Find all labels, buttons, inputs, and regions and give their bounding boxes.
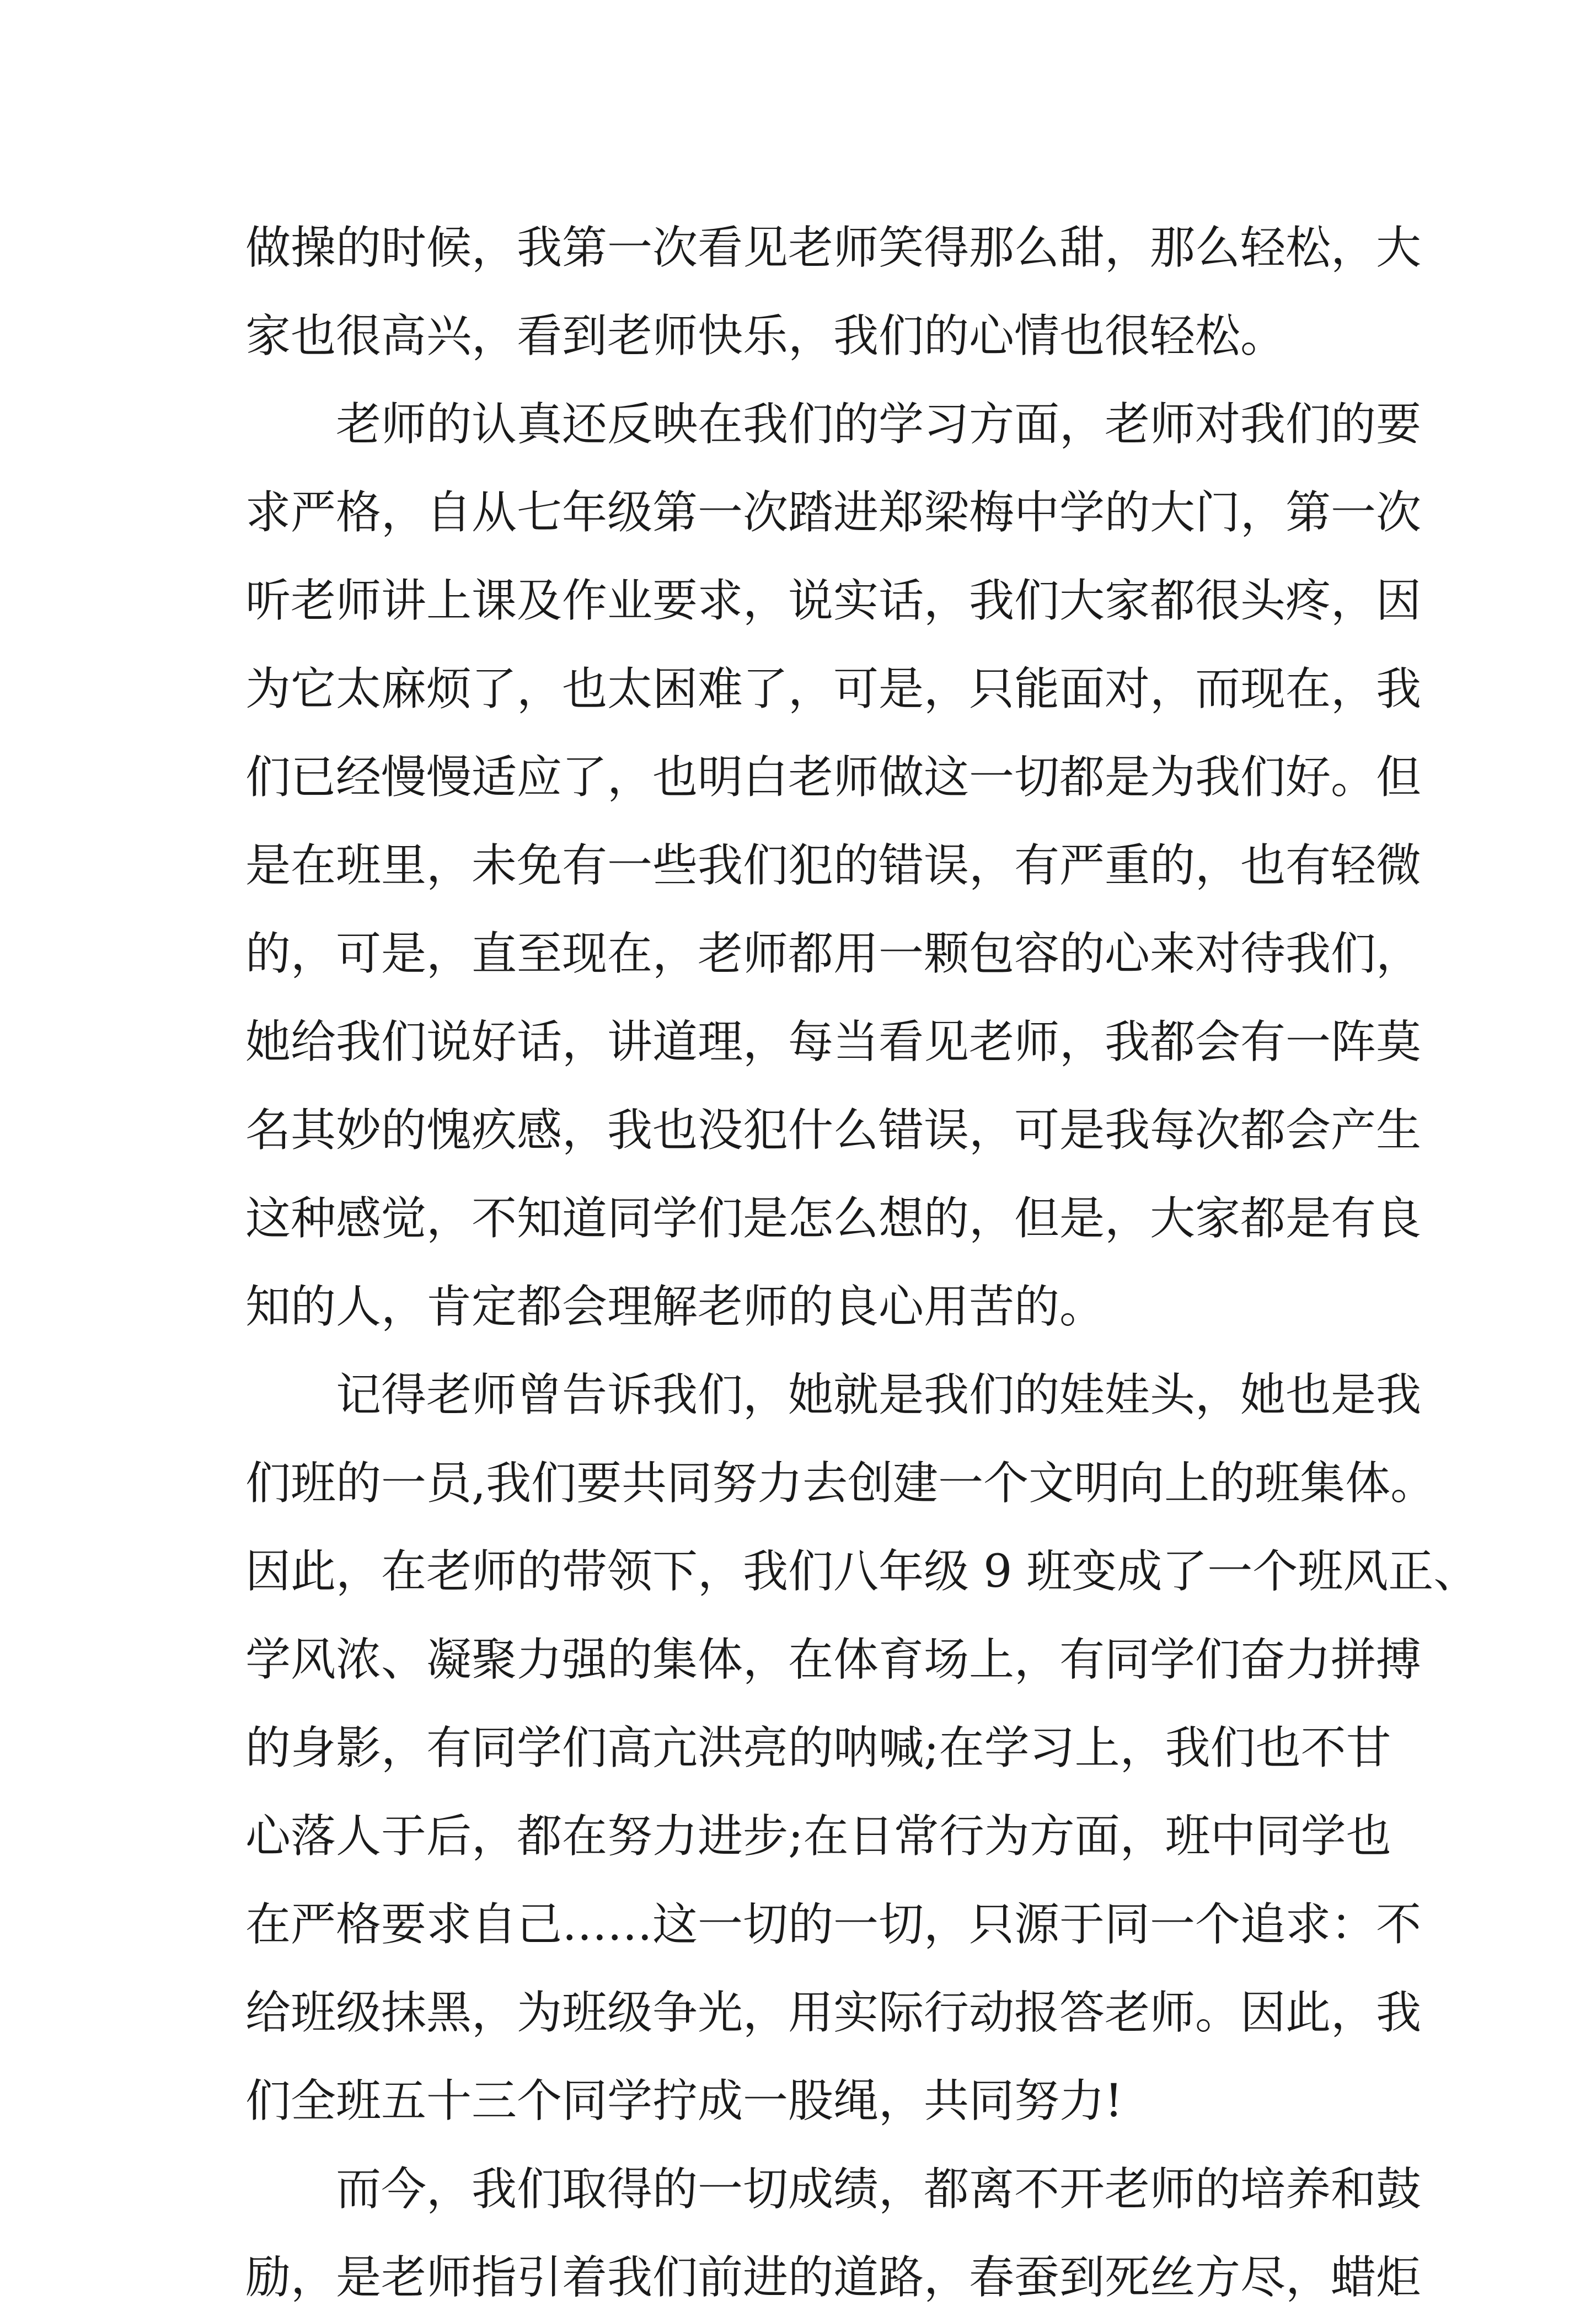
text-line: 学风浓、凝聚力强的集体，在体育场上，有同学们奋力拼搏 bbox=[245, 1634, 1422, 1686]
text-line: 是在班里，未免有一些我们犯的错误，有严重的，也有轻微 bbox=[245, 839, 1422, 892]
text-line: 心落人于后，都在努力进步;在日常行为方面，班中同学也 bbox=[245, 1810, 1391, 1863]
text-line: 励，是老师指引着我们前进的道路，春蚕到死丝方尽，蜡炬 bbox=[245, 2251, 1422, 2304]
text-line: 听老师讲上课及作业要求，说实话，我们大家都很头疼，因 bbox=[245, 575, 1422, 627]
text-line: 给班级抹黑，为班级争光，用实际行动报答老师。因此，我 bbox=[245, 1987, 1422, 2039]
text-line: 因此，在老师的带领下，我们八年级 9 班变成了一个班风正、 bbox=[245, 1545, 1479, 1598]
text-line: 在严格要求自己……这一切的一切，只源于同一个追求：不 bbox=[245, 1898, 1422, 1951]
text-line: 这种感觉，不知道同学们是怎么想的，但是，大家都是有良 bbox=[245, 1192, 1422, 1245]
text-line: 们全班五十三个同学拧成一股绳，共同努力! bbox=[245, 2075, 1123, 2127]
text-line: 们已经慢慢适应了，也明白老师做这一切都是为我们好。但 bbox=[245, 751, 1422, 804]
text-line: 她给我们说好话，讲道理，每当看见老师，我都会有一阵莫 bbox=[245, 1016, 1422, 1068]
text-line: 求严格，自从七年级第一次踏进郑梁梅中学的大门，第一次 bbox=[245, 486, 1422, 539]
text-line: 知的人，肯定都会理解老师的良心用苦的。 bbox=[245, 1281, 1105, 1333]
text-line: 名其妙的愧疚感，我也没犯什么错误，可是我每次都会产生 bbox=[245, 1104, 1422, 1157]
text-line: 的身影，有同学们高亢洪亮的呐喊;在学习上，我们也不甘 bbox=[245, 1722, 1391, 1774]
text-line: 的，可是，直至现在，老师都用一颗包容的心来对待我们， bbox=[245, 928, 1422, 980]
text-line: 而今，我们取得的一切成绩，都离不开老师的培养和鼓 bbox=[336, 2163, 1422, 2216]
text-line: 为它太麻烦了，也太困难了，可是，只能面对，而现在，我 bbox=[245, 663, 1422, 715]
text-line: 做操的时候，我第一次看见老师笑得那么甜，那么轻松，大 bbox=[245, 222, 1422, 274]
body-text bbox=[245, 204, 1479, 2322]
text-line: 记得老师曾告诉我们，她就是我们的娃娃头，她也是我 bbox=[336, 1369, 1422, 1421]
text-line: 们班的一员,我们要共同努力去创建一个文明向上的班集体。 bbox=[245, 1457, 1436, 1510]
text-line: 老师的认真还反映在我们的学习方面，老师对我们的要 bbox=[336, 398, 1422, 451]
text-line: 家也很高兴，看到老师快乐，我们的心情也很轻松。 bbox=[245, 310, 1286, 362]
